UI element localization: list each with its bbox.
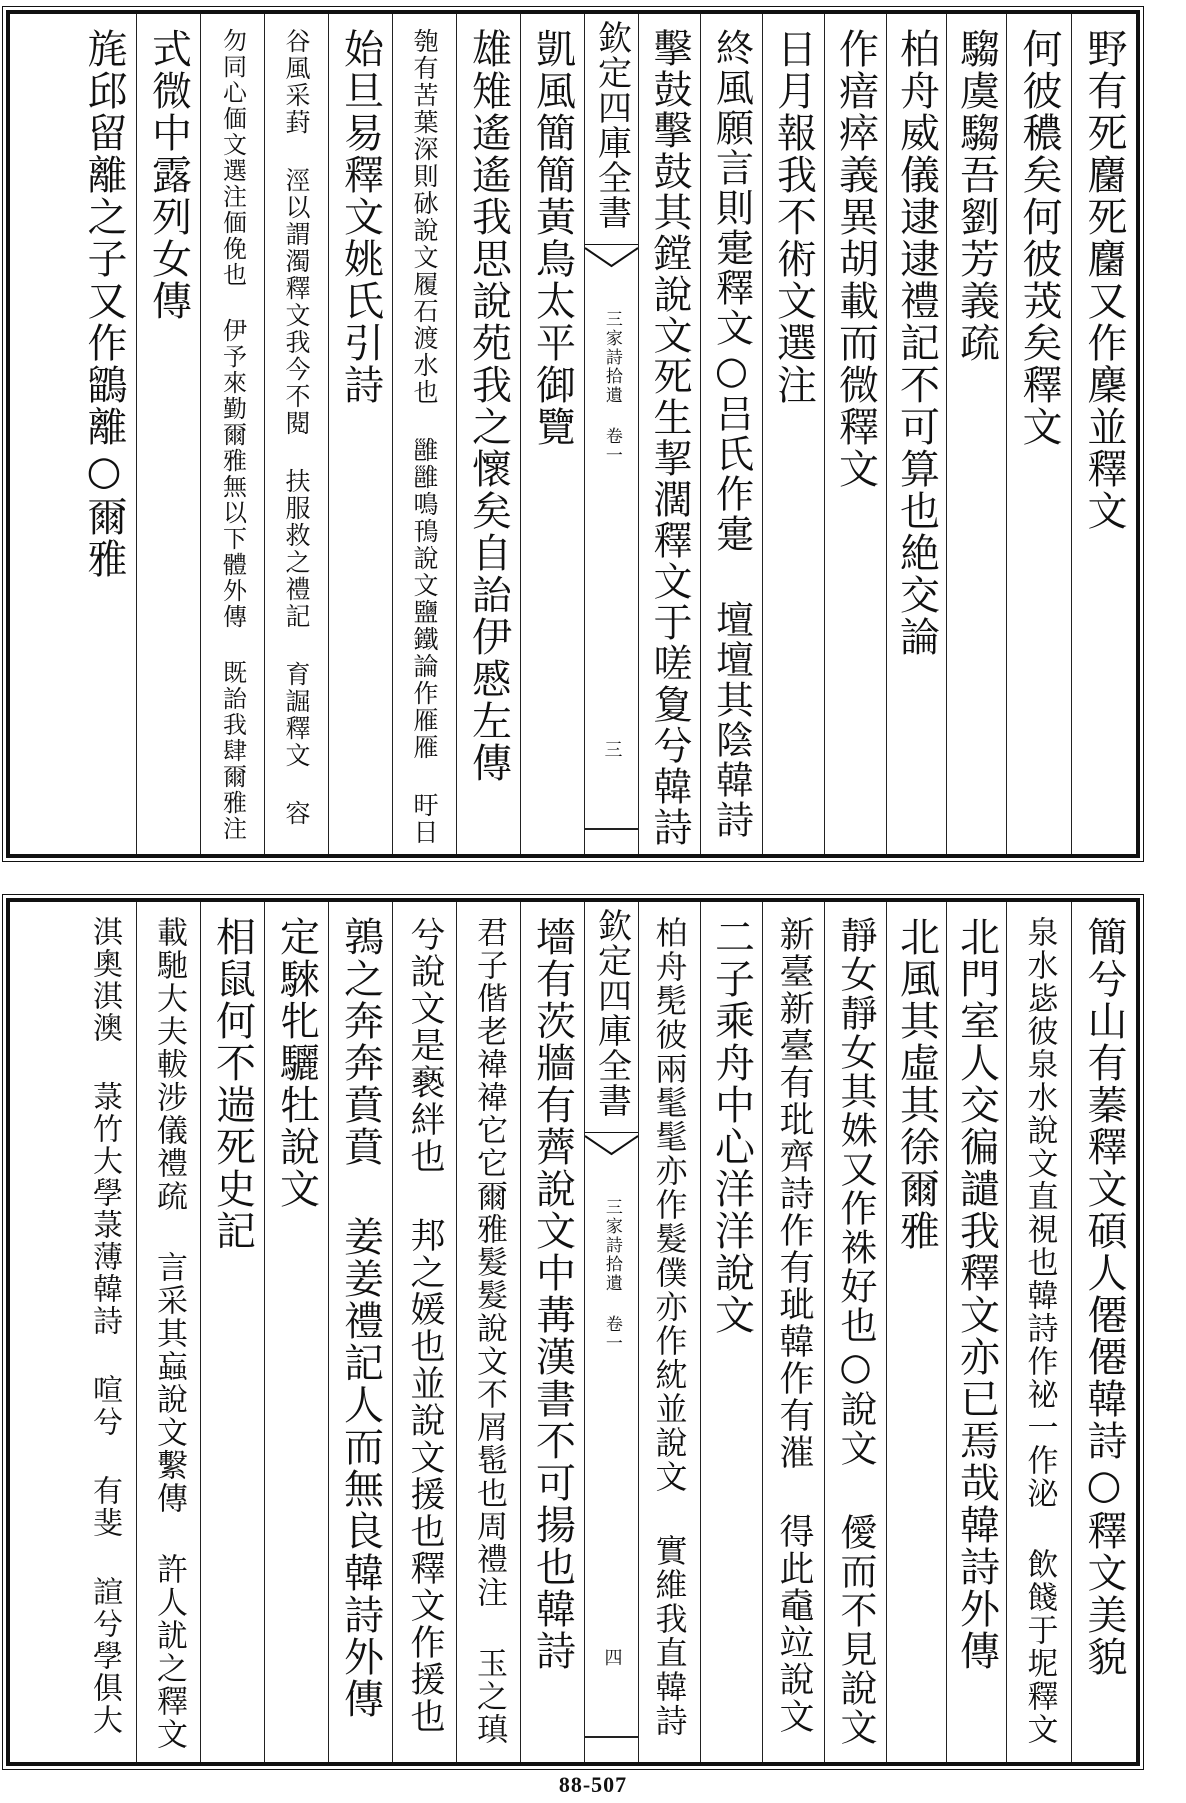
- text-column: [200, 902, 264, 1762]
- text-column: [392, 902, 456, 1762]
- text-column: [328, 14, 392, 854]
- bottom-page: [6, 898, 1140, 1766]
- column-text: 柏舟髧彼兩髦髦亦作髮僕亦作紞並說文 實維我直韓詩: [650, 916, 689, 1738]
- text-column: [392, 14, 456, 854]
- text-column: [762, 14, 824, 854]
- top-page: [6, 10, 1140, 858]
- center-page-number: 三: [601, 740, 623, 758]
- center-subtitle: 三家詩拾遺 卷一: [601, 1198, 622, 1353]
- text-column: [264, 14, 328, 854]
- column-text: 作瘖瘁義異胡載而微釋文: [832, 28, 879, 490]
- column-text: 鶉之奔奔賁賁 姜姜禮記人而無良韓詩外傳: [337, 916, 384, 1720]
- column-text: 君子偕老褘褘它它爾雅髮髮說文不屑髢也周禮注 玉之瑱: [471, 916, 507, 1746]
- text-column: [200, 14, 264, 854]
- column-text: 雄雉遙遙我思說苑我之懷矣自詒伊慼左傳: [465, 28, 512, 784]
- text-column: [72, 14, 136, 854]
- column-text: 勿同心偭文選注偭俛也 伊予來勤爾雅無以下體外傳 既詒我肆爾雅注: [218, 28, 247, 842]
- column-text: 擊鼓擊鼓其鏜說文死生挈濶釋文于嗟夐兮韓詩: [647, 28, 692, 848]
- text-column: [456, 902, 520, 1762]
- text-column: [638, 14, 700, 854]
- text-column: [886, 902, 946, 1762]
- fishtail-mark-icon: [585, 244, 638, 270]
- center-fold: [584, 14, 638, 854]
- text-column: [264, 902, 328, 1762]
- text-column: [520, 14, 584, 854]
- column-text: 靜女靜女其姝又作袾好也○說文 僾而不見說文: [834, 916, 877, 1747]
- text-column: [946, 14, 1006, 854]
- text-column: [824, 14, 886, 854]
- text-column: [1006, 14, 1071, 854]
- center-divider: [585, 828, 638, 830]
- text-column: [886, 14, 946, 854]
- column-text: 淇奧淇澳 菉竹大學菉薄韓詩 喧兮 有斐 諠兮學俱大: [87, 916, 122, 1736]
- text-column: [520, 902, 584, 1762]
- column-text: 墻有茨牆有薺說文中冓漢書不可揚也韓詩: [529, 916, 576, 1672]
- center-subtitle: 三家詩拾遺 卷一: [601, 310, 622, 465]
- column-text: 何彼穠矣何彼茙矣釋文: [1016, 28, 1062, 448]
- column-text: 匏有苦葉深則砅說文履石渡水也 雝雝鳴鳱說文鹽鐵論作雁雁 旴日: [410, 28, 439, 846]
- column-text: 北風其虛其徐爾雅: [893, 916, 940, 1252]
- column-text: 谷風采葑 涇以謂濁釋文我今不閱 扶服救之禮記 育誳釋文 容: [282, 28, 311, 827]
- column-text: 凱風簡簡黃鳥太平御覽: [529, 28, 576, 448]
- text-column: [946, 902, 1006, 1762]
- center-title: 欽定四庫全書: [591, 20, 632, 230]
- column-text: 定騋牝驪牡說文: [273, 916, 320, 1210]
- column-text: 新臺新臺有玭齊詩作有玼韓作有漼 得此鼀竝說文: [774, 916, 814, 1735]
- column-text: 旄邱留離之子又作鶹離○爾雅: [81, 28, 127, 580]
- text-column: [456, 14, 520, 854]
- center-fold: [584, 902, 638, 1762]
- text-column: [72, 902, 136, 1762]
- text-column: [136, 902, 200, 1762]
- text-column: [762, 902, 824, 1762]
- text-column: [1071, 14, 1136, 854]
- column-text: 日月報我不術文選注: [770, 28, 817, 406]
- text-column: [1071, 902, 1136, 1762]
- text-column: [700, 902, 762, 1762]
- column-text: 相鼠何不遄死史記: [209, 916, 256, 1252]
- text-column: [136, 14, 200, 854]
- page-number: 88-507: [558, 1772, 628, 1797]
- column-text: 二子乘舟中心洋洋說文: [708, 916, 755, 1336]
- column-text: 柏舟威儀逮逮禮記不可算也絶交論: [893, 28, 940, 658]
- column-text: 始旦易釋文姚氏引詩: [337, 28, 384, 406]
- center-title: 欽定四庫全書: [591, 908, 632, 1118]
- column-text: 載馳大夫軷涉儀禮疏 言采其蝱說文繫傳 許人訧之釋文: [151, 916, 187, 1751]
- text-column: [700, 14, 762, 854]
- column-text: 野有死麕死麕又作麇並釋文: [1081, 28, 1127, 532]
- column-text: 兮說文是褻絆也 邦之媛也並說文援也釋文作援也: [405, 916, 445, 1735]
- text-column: [638, 902, 700, 1762]
- center-page-number: 四: [601, 1648, 623, 1666]
- text-column: [328, 902, 392, 1762]
- center-divider: [585, 1736, 638, 1738]
- column-text: 騶虞騶吾劉芳義疏: [953, 28, 1000, 364]
- column-text: 北門室人交徧譴我釋文亦已焉哉韓詩外傳: [953, 916, 1000, 1672]
- column-text: 式微中露列女傳: [145, 28, 192, 322]
- fishtail-mark-icon: [585, 1132, 638, 1158]
- column-text: 簡兮山有蓁釋文碩人僊僊韓詩○釋文美貌: [1081, 916, 1127, 1678]
- column-text: 泉水毖彼泉水說文直視也韓詩作祕一作泌 飲餞于坭釋文: [1021, 916, 1058, 1746]
- text-column: [1006, 902, 1071, 1762]
- column-text: 終風願言則疐釋文○吕氏作疐 壇壇其陰韓詩: [709, 28, 754, 840]
- text-column: [824, 902, 886, 1762]
